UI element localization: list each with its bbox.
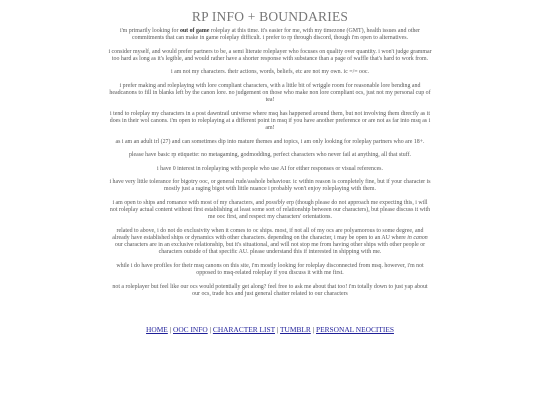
nav-separator: | xyxy=(274,325,281,334)
paragraph-bigotry: i have very little tolerance for bigotry ooc, or general rude/asshole behaviour. ic within reason is completely fine, but if your character is mostly just a raging bigot with little nuance i probably won't enjoy roleplaying with them. xyxy=(109,179,431,193)
footer-nav xyxy=(0,325,540,334)
paragraph-text: our characters are in an exclusive relationship, but it's situational, and will not stop me from having other ships with other people or characters outside of that specific AU. please understand this if interested in shipping with me. xyxy=(114,242,426,256)
nav-separator: | xyxy=(167,325,173,334)
paragraph-no-ai: i have 0 interest in roleplaying with people who use AI for either responses or visual references. xyxy=(157,165,383,172)
paragraph-timeline: i tend to roleplay my characters in a post dawntrail universe where msq has happened around them, but not involving them directly as it does in their wol canons. i'm open to roleplaying at a different point in msq if you have another preference or are not as far into msq as i am! xyxy=(109,110,431,132)
paragraph-text: related to above, i do not do exclusivity when it comes to oc ships. most, if not all of my ocs are polyamorous to some degree, and already have established ships or dynamics with other characters. depending on the character, i may be open to an AU where xyxy=(112,227,424,242)
paragraph-out-of-game xyxy=(108,28,432,42)
content-body xyxy=(108,28,432,304)
paragraph-ic-ooc: i am not my characters. their actions, words, beliefs, etc are not my own. ic =/= ooc. xyxy=(170,69,370,76)
paragraph-exclusivity xyxy=(108,228,432,257)
paragraph-text: roleplay at this time. it's easier for me, with my timezone (GMT), health issues and other commitments that can make in game roleplay difficult. i prefer to rp through discord, though i'm open to alternatives. xyxy=(132,28,421,42)
paragraph-ships xyxy=(108,200,432,222)
nav-link-character-list[interactable]: CHARACTER LIST xyxy=(212,325,275,334)
paragraph-literacy: i consider myself, and would prefer partners to be, a semi literate roleplayer who focuses on quality over quantity. i won't judge grammar too hard as long as it's legible, and would rather have a shorter response with substance than a page of waffle that's hard to work from. xyxy=(108,48,432,62)
paragraph-age: as i am an adult irl (27) and can sometimes dip into mature themes and topics, i am only looking for roleplay partners who are 18+. xyxy=(115,138,425,145)
italic-text: possibly xyxy=(265,199,285,206)
page-title: RP INFO + BOUNDARIES xyxy=(191,9,349,24)
paragraph-lore-compliant: i prefer making and roleplaying with lore compliant characters, with a little bit of wriggle room for reasonable lore bending and headcanons to fill in blanks left by the canon lore. no judgement on those who make non lore compliant ocs, just not my personal cup of tea! xyxy=(109,82,431,104)
paragraph-text: i am open to ships and romance with most of my characters, and xyxy=(112,199,266,206)
nav-link-personal-neocities[interactable]: PERSONAL NEOCITIES xyxy=(316,325,394,334)
paragraph-etiquette: please have basic rp etiquette: no metagaming, godmodding, perfect characters who never fail at anything, all that stuff. xyxy=(128,152,412,159)
paragraph-not-roleplayer: not a roleplayer but feel like our ocs would potentially get along? feel free to ask me about that too! i'm totally down to just yap about our ocs, trade hcs and just general chatter related to our characters xyxy=(112,283,428,297)
paragraph-text: erp (though please do not approach me expecting this, i will not roleplay actual content without first establishing at least some sort of relationship between our characters), but please discuss it with me ooc first, and respect my characters' orientations. xyxy=(109,199,431,221)
nav-separator: | xyxy=(207,325,213,334)
paragraph-msq: while i do have profiles for their msq canons on this site, i'm mostly looking for roleplay disconnected from msq. however, i'm not opposed to msq-related roleplay if you discuss it with me first. xyxy=(116,262,424,277)
paragraph-text: i'm primarily looking for xyxy=(119,28,180,34)
nav-link-ooc-info[interactable]: OOC INFO xyxy=(173,325,208,334)
nav-link-tumblr[interactable]: TUMBLR xyxy=(280,325,311,334)
nav-link-home[interactable]: HOME xyxy=(146,325,168,334)
bold-text: out of game xyxy=(179,28,210,34)
italic-text: in canon xyxy=(407,235,428,242)
nav-separator: | xyxy=(310,325,316,334)
